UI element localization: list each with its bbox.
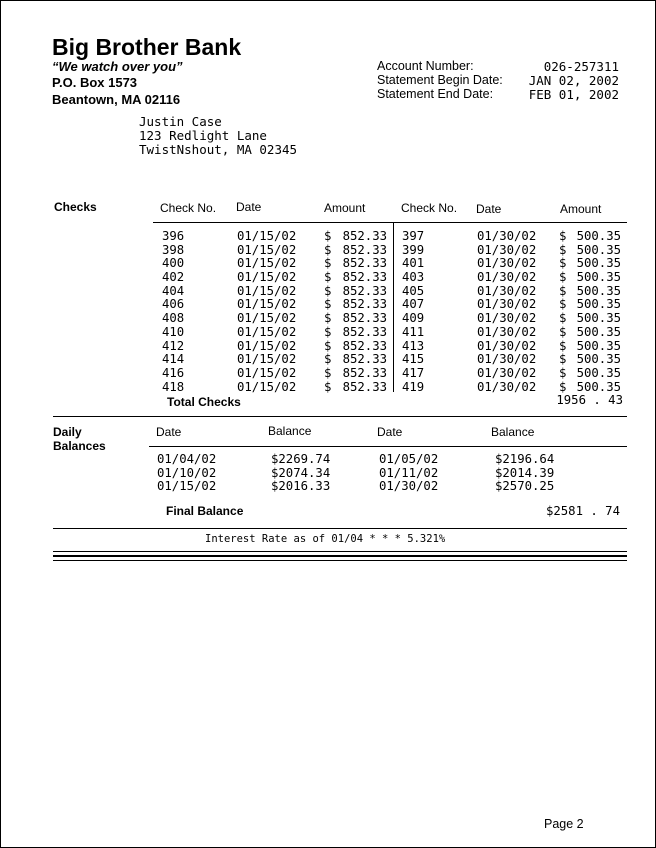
balances-bottom-rule <box>53 528 627 529</box>
currency-symbol: $ <box>559 311 567 326</box>
list-cell: 404 <box>162 283 185 298</box>
list-cell: 01/30/02 <box>379 479 439 494</box>
list-cell: 411 <box>402 324 425 339</box>
list-cell: 01/30/02 <box>477 270 537 285</box>
list-cell: 852.33 <box>342 338 387 353</box>
list-cell: 852.33 <box>342 297 387 312</box>
customer-street: 123 Redlight Lane <box>139 128 267 143</box>
list-cell: 01/05/02 <box>379 452 439 466</box>
list-cell: 415 <box>402 352 425 367</box>
list-cell: 403 <box>402 270 425 285</box>
interest-rate-text: Interest Rate as of 01/04 * * * 5.321% <box>205 533 446 545</box>
list-cell: 852.33 <box>342 283 387 298</box>
list-cell: 01/15/02 <box>237 324 297 339</box>
customer-city: TwistNshout, MA 02345 <box>139 142 298 157</box>
checks-header-check-no: Check No. <box>160 201 217 215</box>
balances-header-date-2: Date <box>377 425 403 439</box>
list-cell: 407 <box>402 297 425 312</box>
balances-header-rule <box>149 446 627 447</box>
list-cell: $2570.25 <box>495 479 555 494</box>
list-cell: 01/10/02 <box>157 465 217 480</box>
list-cell: 01/30/02 <box>477 297 537 312</box>
currency-symbol: $ <box>559 283 567 298</box>
list-cell: 01/30/02 <box>477 256 537 271</box>
end-rule-2 <box>53 555 627 557</box>
account-number: 026-257311 <box>543 59 619 74</box>
checks-column-divider <box>393 223 394 392</box>
list-cell: 412 <box>162 338 185 353</box>
list-cell: 01/15/02 <box>237 229 297 243</box>
currency-symbol: $ <box>559 379 567 394</box>
list-cell: 419 <box>402 379 425 394</box>
currency-symbol: $ <box>324 311 332 326</box>
list-cell: 500.35 <box>576 324 621 339</box>
list-cell: 408 <box>162 311 185 326</box>
list-cell: 01/30/02 <box>477 242 537 257</box>
list-cell: 01/15/02 <box>237 365 297 380</box>
list-cell: 414 <box>162 352 185 367</box>
list-cell: 410 <box>162 324 185 339</box>
list-cell: 852.33 <box>342 379 387 394</box>
currency-symbol: $ <box>324 379 332 394</box>
statement-begin-label: Statement Begin Date: <box>377 73 503 87</box>
statement-begin-date: JAN 02, 2002 <box>528 73 619 88</box>
balances-header-balance-2: Balance <box>491 425 535 439</box>
checks-bottom-rule <box>53 416 627 417</box>
final-balance-value: $2581 . 74 <box>545 504 620 518</box>
list-cell: 01/30/02 <box>477 379 537 394</box>
currency-symbol: $ <box>324 365 332 380</box>
list-cell: 01/11/02 <box>379 465 439 480</box>
list-cell: 01/15/02 <box>237 311 297 326</box>
currency-symbol: $ <box>559 338 567 353</box>
bank-name: Big Brother Bank <box>52 34 242 60</box>
list-cell: 852.33 <box>342 256 387 271</box>
list-cell: 01/30/02 <box>477 283 537 298</box>
list-cell: 400 <box>162 256 185 271</box>
list-cell: 852.33 <box>342 352 387 367</box>
bank-slogan: “We watch over you” <box>52 59 183 74</box>
currency-symbol: $ <box>324 229 332 243</box>
balance-dates-left <box>157 453 216 494</box>
statement-end-label: Statement End Date: <box>377 87 494 101</box>
balances-section-label-line1: Daily <box>53 425 82 439</box>
checks-header-rule <box>153 222 627 223</box>
total-checks-label: Total Checks <box>167 395 241 409</box>
list-cell: 01/15/02 <box>237 352 297 367</box>
list-cell: 01/15/02 <box>237 242 297 257</box>
currency-symbol: $ <box>559 270 567 285</box>
list-cell: 500.35 <box>576 297 621 312</box>
list-cell: 416 <box>162 365 185 380</box>
currency-symbol: $ <box>324 270 332 285</box>
check-amounts-right <box>567 230 621 394</box>
list-cell: 852.33 <box>342 270 387 285</box>
total-checks-value: 1956 . 43 <box>556 393 623 407</box>
currency-symbol: $ <box>559 324 567 339</box>
list-cell: 01/04/02 <box>157 452 217 466</box>
currency-symbol: $ <box>559 256 567 271</box>
list-cell: 413 <box>402 338 425 353</box>
list-cell: $2014.39 <box>495 465 555 480</box>
list-cell: 500.35 <box>576 338 621 353</box>
balances-header-balance: Balance <box>268 424 312 438</box>
currency-symbol: $ <box>559 297 567 312</box>
currency-symbol: $ <box>324 338 332 353</box>
check-dates-right <box>477 230 536 394</box>
list-cell: 397 <box>402 229 425 243</box>
account-number-label: Account Number: <box>377 59 474 73</box>
list-cell: 500.35 <box>576 270 621 285</box>
list-cell: 405 <box>402 283 425 298</box>
list-cell: 409 <box>402 311 425 326</box>
list-cell: 01/15/02 <box>237 270 297 285</box>
currency-symbol: $ <box>324 256 332 271</box>
list-cell: 852.33 <box>342 229 387 243</box>
list-cell: 406 <box>162 297 185 312</box>
final-balance-label: Final Balance <box>166 504 244 518</box>
currency-symbol: $ <box>324 297 332 312</box>
list-cell: 500.35 <box>576 352 621 367</box>
list-cell: $2074.34 <box>271 465 331 480</box>
list-cell: 500.35 <box>576 229 621 243</box>
currency-symbol: $ <box>559 229 567 243</box>
currency-symbol: $ <box>559 365 567 380</box>
list-cell: 500.35 <box>576 311 621 326</box>
checks-section-label: Checks <box>54 200 97 214</box>
list-cell: 852.33 <box>342 311 387 326</box>
statement-end-date: FEB 01, 2002 <box>528 87 619 102</box>
balance-values-right <box>495 453 554 494</box>
list-cell: 500.35 <box>576 283 621 298</box>
check-numbers-left <box>162 230 184 394</box>
currency-symbol: $ <box>559 242 567 257</box>
list-cell: 01/30/02 <box>477 365 537 380</box>
bank-po-box: P.O. Box 1573 <box>52 75 138 90</box>
list-cell: $2016.33 <box>271 479 331 494</box>
check-currency-right <box>559 230 566 394</box>
list-cell: 402 <box>162 270 185 285</box>
page-number: Page 2 <box>544 817 584 831</box>
list-cell: 500.35 <box>576 242 621 257</box>
list-cell: 401 <box>402 256 425 271</box>
list-cell: 500.35 <box>576 256 621 271</box>
list-cell: 852.33 <box>342 324 387 339</box>
list-cell: 01/30/02 <box>477 338 537 353</box>
list-cell: 01/30/02 <box>477 311 537 326</box>
customer-name: Justin Case <box>139 114 222 129</box>
balance-dates-right <box>379 453 438 494</box>
end-rule-1 <box>53 551 627 552</box>
check-dates-left <box>237 230 296 394</box>
list-cell: $2196.64 <box>495 452 555 466</box>
check-numbers-right <box>402 230 424 394</box>
currency-symbol: $ <box>324 242 332 257</box>
list-cell: 01/15/02 <box>237 256 297 271</box>
checks-header-date-2: Date <box>476 202 502 216</box>
bank-city: Beantown, MA 02116 <box>52 92 181 107</box>
list-cell: 01/15/02 <box>237 297 297 312</box>
check-amounts-left <box>331 230 387 394</box>
list-cell: 01/30/02 <box>477 352 537 367</box>
list-cell: 01/15/02 <box>237 338 297 353</box>
list-cell: 399 <box>402 242 425 257</box>
list-cell: 01/15/02 <box>237 283 297 298</box>
checks-header-check-no-2: Check No. <box>401 201 458 215</box>
list-cell: 01/15/02 <box>237 379 297 394</box>
balances-section-label-line2: Balances <box>53 439 106 453</box>
list-cell: 417 <box>402 365 425 380</box>
list-cell: 398 <box>162 242 185 257</box>
currency-symbol: $ <box>559 352 567 367</box>
balance-values-left <box>271 453 330 494</box>
currency-symbol: $ <box>324 352 332 367</box>
list-cell: 500.35 <box>576 365 621 380</box>
list-cell: 418 <box>162 379 185 394</box>
currency-symbol: $ <box>324 324 332 339</box>
list-cell: 500.35 <box>576 379 621 394</box>
list-cell: 01/15/02 <box>157 479 217 494</box>
end-rule-3 <box>53 560 627 561</box>
list-cell: 852.33 <box>342 242 387 257</box>
checks-header-date: Date <box>236 200 262 214</box>
list-cell: $2269.74 <box>271 452 331 466</box>
list-cell: 852.33 <box>342 365 387 380</box>
checks-header-amount: Amount <box>324 201 366 215</box>
list-cell: 01/30/02 <box>477 229 537 243</box>
checks-header-amount-2: Amount <box>560 202 602 216</box>
currency-symbol: $ <box>324 283 332 298</box>
balances-header-date: Date <box>156 425 182 439</box>
list-cell: 396 <box>162 229 185 243</box>
list-cell: 01/30/02 <box>477 324 537 339</box>
